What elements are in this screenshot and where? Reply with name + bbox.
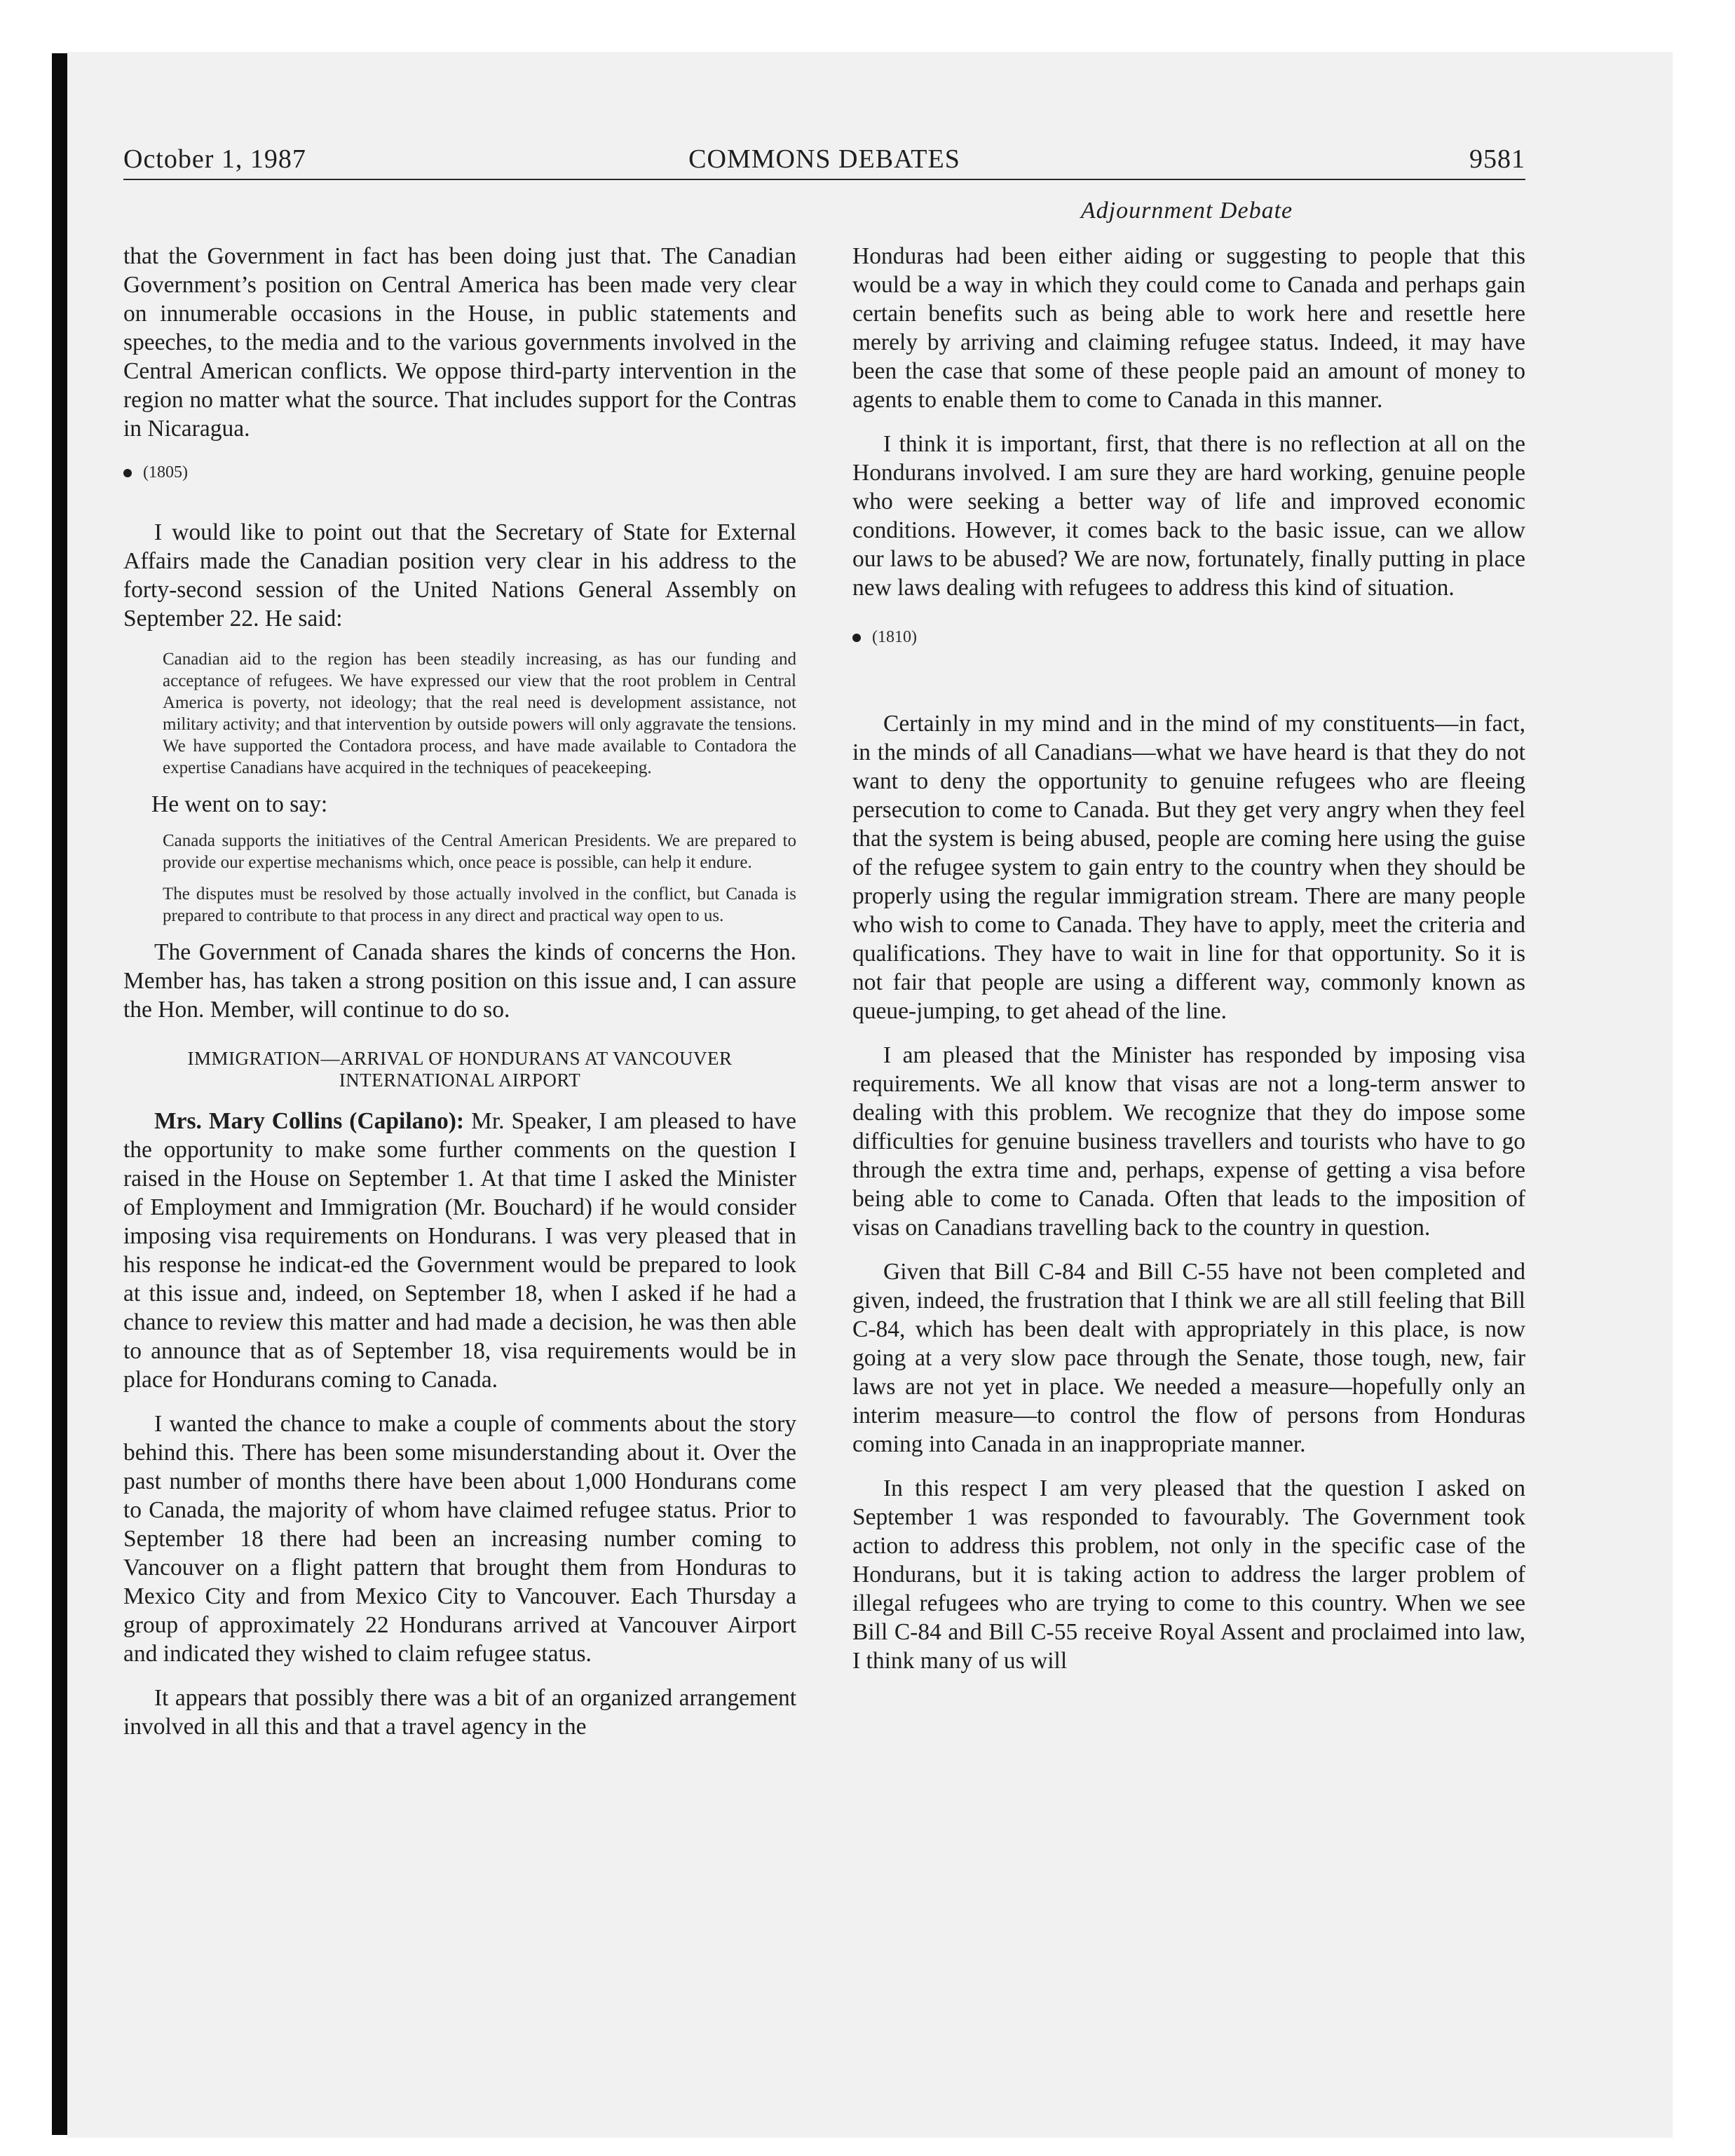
header-date: October 1, 1987: [123, 144, 306, 174]
paragraph: Certainly in my mind and in the mind of my constituents—in fact, in the minds of all Canadians—what we have heard is that they do not want to deny the opportunity to genuine refugees who are fleeing persecution to come to Canada. But they get very angry when they feel that the system is being abused, people are coming here using the guise of the refugee system to gain entry to the country when they should be properly using the regular immigration stream. There are many people who wish to come to Canada. They have to apply, meet the criteria and qualifications. They have to wait in line for that opportunity. So it is not fair that people are using a different way, commonly known as queue-jumping, to get ahead of the line.: [852, 711, 1525, 1024]
left-column: [123, 242, 796, 1756]
paragraph: I would like to point out that the Secretary of State for External Affairs made the Canadian position very clear in his address to the forty-second session of the United Nations General Assembly on September 22. He said:: [123, 519, 796, 632]
paragraph: It appears that possibly there was a bit of an organized arrangement involved in all this and that a travel agency in the: [123, 1685, 796, 1740]
time-marker: [123, 458, 796, 487]
bullet-icon: [123, 469, 132, 477]
paragraph: He went on to say:: [151, 791, 328, 817]
paragraph: I wanted the chance to make a couple of comments about the story behind this. There has been some misunderstanding about it. Over the past number of months there have been about 1,000 Hondurans come to Canada, the majority of whom have claimed refugee status. Prior to September 18 there had been an increasing number coming to Vancouver on a flight pattern that brought them from Honduras to Mexico City and from Mexico City to Vancouver. Each Thursday a group of approximately 22 Hondurans arrived at Vancouver Airport and indicated they wished to claim refugee status.: [123, 1411, 796, 1667]
bullet-icon: [852, 634, 861, 642]
page-header: [123, 144, 1525, 180]
subject-heading-line: INTERNATIONAL AIRPORT: [339, 1070, 581, 1091]
paragraph: I think it is important, first, that there is no reflection at all on the Hondurans involved. I am sure they are hard working, genuine people who were seeking a better way of life and improved economic conditions. However, it comes back to the basic issue, can we allow our laws to be abused? We are now, fortunately, finally putting in place new laws dealing with refugees to address this kind of situation.: [852, 431, 1525, 601]
paragraph: I am pleased that the Minister has responded by imposing visa requirements. We all know that visas are not a long-term answer to dealing with this problem. We recognize that they do impose some difficulties for genuine business travellers and tourists who have to go through the extra time and, perhaps, expense of getting a visa before being able to come to Canada. Often that leads to the imposition of visas on Canadians travelling back to the country in question.: [852, 1042, 1525, 1241]
header-page-number: 9581: [1469, 144, 1525, 174]
time-marker-label: (1805): [143, 463, 188, 482]
paragraph: Honduras had been either aiding or suggesting to people that this would be a way in which they could come to Canada and perhaps gain certain benefits such as being able to work here and resettle here merely by arriving and claiming refugee status. Indeed, it may have been the case that some of these people paid an amount of money to agents to enable them to come to Canada in this manner.: [852, 243, 1525, 413]
time-marker-label: (1810): [872, 628, 917, 646]
section-heading: Adjournment Debate: [1080, 198, 1293, 224]
speaker-name: Mrs. Mary Collins (Capilano):: [154, 1108, 465, 1134]
time-marker: [852, 623, 1525, 652]
paragraph: Given that Bill C-84 and Bill C-55 have not been completed and given, indeed, the frustration that I think we are all still feeling that Bill C-84, which has been dealt with appropriately in this place, is now going at a very slow pace through the Senate, those tough, new, fair laws are not yet in place. We needed a measure—hopefully only an interim measure—to control the flow of persons from Honduras coming into Canada in an inappropriate manner.: [852, 1259, 1525, 1457]
header-publication: COMMONS DEBATES: [688, 144, 960, 174]
block-quote: The disputes must be resolved by those actually involved in the conflict, but Canada is prepared to contribute to that process in any direct and practical way open to us.: [163, 885, 796, 925]
paragraph: [123, 1107, 796, 1394]
block-quote: Canadian aid to the region has been steadily increasing, as has our funding and acceptance of refugees. We have expressed our view that the root problem in Central America is poverty, not ideology; that the real need is development assistance, not military activity; and that intervention by outside powers will only aggravate the tensions. We have supported the Contadora process, and have made available to Contadora the expertise Canadians have acquired in the techniques of peacekeeping.: [163, 650, 796, 777]
subject-heading: [123, 1048, 796, 1091]
speech-text: Mr. Speaker, I am pleased to have the opportunity to make some further comments on the question I raised in the House on September 1. At that time I asked the Minister of Employment and Immigration (Mr. Bouchard) if he would consider imposing visa requirements on Hondurans. I was very pleased that in his response he indicat-ed the Government would be prepared to look at this issue and, indeed, on September 18, when I asked if he had a chance to review this matter and had made a decision, he was then able to announce that as of September 18, visa requirements would be in place for Hondurans coming to Canada.: [123, 1108, 796, 1393]
paragraph: The Government of Canada shares the kinds of concerns the Hon. Member has, has taken a strong position on this issue and, I can assure the Hon. Member, will continue to do so.: [123, 939, 796, 1023]
paragraph: that the Government in fact has been doing just that. The Canadian Government’s position on Central America has been made very clear on innumerable occasions in the House, in public statements and speeches, to the media and to the various governments involved in the Central American conflicts. We oppose third-party intervention in the region no matter what the source. That includes support for the Contras in Nicaragua.: [123, 243, 796, 442]
paragraph: In this respect I am very pleased that the question I asked on September 1 was responded to favourably. The Government took action to address this problem, not only in the specific case of the Hondurans, but it is taking action to address the larger problem of illegal refugees who are trying to come to this country. When we see Bill C-84 and Bill C-55 receive Royal Assent and proclaimed into law, I think many of us will: [852, 1475, 1525, 1674]
right-column: [852, 242, 1525, 1691]
block-quote: Canada supports the initiatives of the Central American Presidents. We are prepared to provide our expertise mechanisms which, once peace is possible, can help it endure.: [163, 831, 796, 872]
scan-edge: [52, 53, 67, 2135]
subject-heading-line: IMMIGRATION—ARRIVAL OF HONDURANS AT VANCOUVER: [187, 1048, 733, 1069]
